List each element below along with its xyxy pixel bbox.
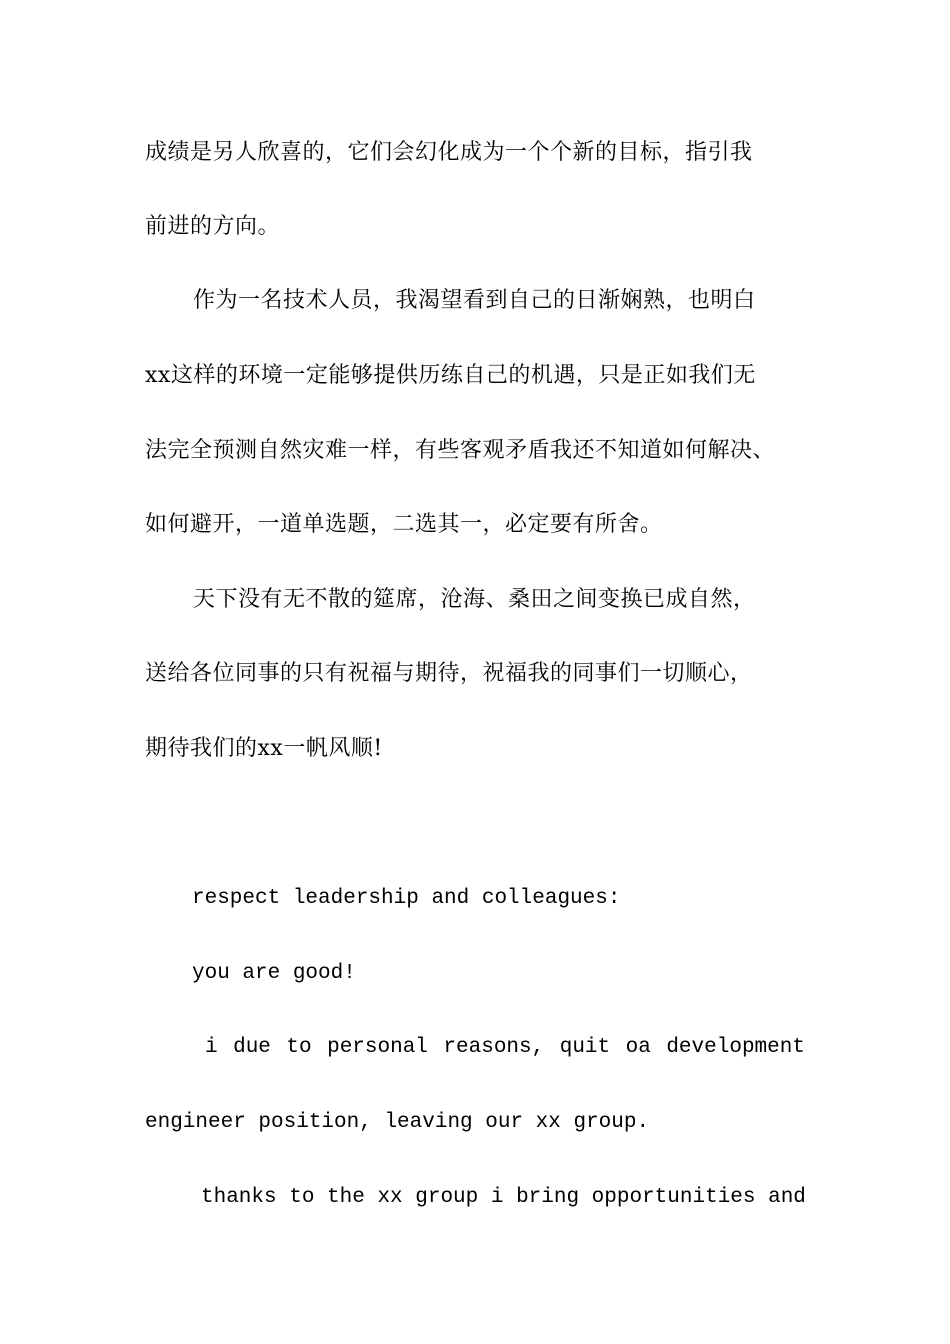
word: opportunities xyxy=(591,1186,756,1209)
word: xx xyxy=(377,1186,403,1209)
word: quit xyxy=(559,1036,611,1059)
text-line: 天下没有无不散的筵席，沧海、桑田之间变换已成自然， xyxy=(193,587,756,612)
text-line-justified xyxy=(205,1033,805,1063)
text-line: 法完全预测自然灾难一样，有些客观矛盾我还不知道如何解决、 xyxy=(145,438,776,463)
text-line: 如何避开，一道单选题，二选其一，必定要有所舍。 xyxy=(145,512,663,537)
text-line: you are good! xyxy=(192,962,356,985)
text-line: engineer position, leaving our xx group. xyxy=(145,1111,650,1134)
text-line: 成绩是另人欣喜的，它们会幻化成为一个个新的目标，指引我 xyxy=(145,140,753,165)
word: development xyxy=(666,1036,805,1059)
word: personal xyxy=(327,1036,428,1059)
word: to xyxy=(286,1036,312,1059)
text-line: 作为一名技术人员，我渴望看到自己的日渐娴熟，也明白 xyxy=(193,288,756,313)
word: i xyxy=(205,1036,218,1059)
word: bring xyxy=(516,1186,580,1209)
word: and xyxy=(768,1186,806,1209)
text-line: 前进的方向。 xyxy=(145,214,281,239)
text-line: xx这样的环境一定能够提供历练自己的机遇，只是正如我们无 xyxy=(145,363,756,388)
word: due xyxy=(233,1036,271,1059)
word: thanks xyxy=(201,1186,277,1209)
word: i xyxy=(490,1186,504,1209)
text-line: 期待我们的xx一帆风顺! xyxy=(145,736,383,761)
word: the xyxy=(327,1186,365,1209)
word: to xyxy=(289,1186,315,1209)
word: group xyxy=(415,1186,479,1209)
text-line-justified xyxy=(201,1183,806,1213)
text-line: respect leadership and colleagues: xyxy=(192,887,621,910)
text-line: 送给各位同事的只有祝福与期待，祝福我的同事们一切顺心， xyxy=(145,661,753,686)
word: reasons, xyxy=(443,1036,545,1059)
word: oa xyxy=(625,1036,651,1059)
